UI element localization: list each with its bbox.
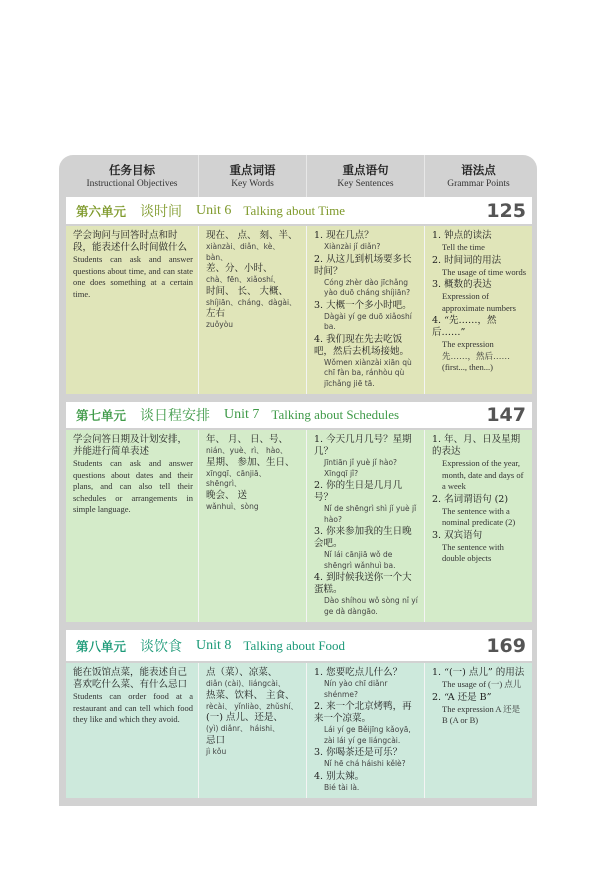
word-zh: 点（菜）、凉菜、 xyxy=(206,667,278,678)
sentence-item xyxy=(314,300,419,333)
sentence-zh: 2. 从这儿到机场要多长时间？ xyxy=(314,253,412,277)
objective-zh: 能在饭馆点菜，能表述自己喜欢吃什么菜、有什么忌口 xyxy=(73,667,188,690)
grammar-item xyxy=(432,667,527,691)
unit-title-zh: 谈日程安排 xyxy=(140,408,211,424)
sentence-pinyin: Nǐ hē chá háishi kělè? xyxy=(324,759,406,768)
objectives-cell xyxy=(66,430,199,622)
unit-title-zh: 谈时间 xyxy=(140,203,183,220)
sentence-pinyin: Dàgài yí ge duō xiǎoshí ba. xyxy=(324,311,412,331)
grammar-item xyxy=(432,692,527,727)
word-zh: 左右 xyxy=(206,308,226,319)
page-number: 169 xyxy=(486,634,526,657)
grammar-zh: 4. “先……，然后……” xyxy=(432,315,497,338)
word-pinyin: chà、fēn、xiǎoshí、 xyxy=(206,275,281,284)
grammar-points-cell xyxy=(425,430,532,622)
grammar-en: The expression 先……，然后…… (first..., then...) xyxy=(442,339,511,372)
sentence-zh: 3. 你喝茶还是可乐？ xyxy=(314,747,403,758)
grammar-item xyxy=(432,279,527,314)
grammar-item xyxy=(432,530,527,565)
grammar-item xyxy=(432,494,527,529)
sentence-item xyxy=(314,334,419,390)
grammar-zh: 2. 时间词的用法 xyxy=(432,254,502,266)
sentence-pinyin: Jīntiān jǐ yuè jǐ hào? Xīngqī jǐ? xyxy=(324,458,398,478)
grammar-zh: 2. 名词谓语句 (2) xyxy=(432,493,509,505)
grammar-zh: 1. “(一) 点儿” 的用法 xyxy=(432,667,525,678)
header-en: Key Words xyxy=(231,179,274,189)
word-pinyin: diǎn (cài)、liángcài、 xyxy=(206,679,286,688)
sentence-zh: 4. 我们现在先去吃饭吧，然后去机场接她。 xyxy=(314,333,410,357)
unit-label-zh: 第八单元 xyxy=(76,638,127,654)
sentence-item xyxy=(314,230,419,253)
grammar-zh: 3. 概数的表达 xyxy=(432,279,492,290)
header-grammar-points xyxy=(425,155,532,197)
sentence-pinyin: Xiànzài jǐ diǎn? xyxy=(324,242,381,251)
grammar-en: Expression of the year, month, date and days of a week xyxy=(442,458,524,491)
key-sentences-cell xyxy=(307,430,425,622)
word-pinyin: wǎnhuì、sòng xyxy=(206,501,259,511)
grammar-points-cell xyxy=(425,226,532,394)
unit-8-content-row xyxy=(66,663,532,798)
sentence-zh: 4. 别太辣。 xyxy=(314,770,365,782)
unit-8-section xyxy=(66,630,532,798)
sentence-pinyin: Wǒmen xiànzài xiān qù chī fàn ba, ránhòu qù jīchǎng jiē tā. xyxy=(324,357,412,388)
sentence-zh: 2. 来一个北京烤鸭，再来一个凉菜。 xyxy=(314,701,412,724)
header-key-sentences xyxy=(307,155,425,197)
sentence-item xyxy=(314,434,419,479)
objectives-cell xyxy=(66,663,199,798)
grammar-item xyxy=(432,230,527,254)
key-sentences-cell xyxy=(307,663,425,798)
grammar-en: The usage of (一) 点儿 xyxy=(442,679,522,689)
word-zh: 晚会、 送 xyxy=(206,489,248,501)
grammar-en: The usage of time words xyxy=(442,266,527,277)
unit-label-en: Unit 6 xyxy=(196,202,232,218)
sentence-zh: 1. 您要吃点儿什么？ xyxy=(314,667,403,678)
grammar-en: Expression of approximate numbers xyxy=(442,291,516,313)
header-zh: 重点词语 xyxy=(229,163,276,177)
grammar-zh: 2. “A 还是 B” xyxy=(432,691,492,703)
word-zh: 忌口 xyxy=(206,734,226,746)
objective-zh: 学会问答日期及计划安排，并能进行简单表述 xyxy=(73,434,188,457)
unit-7-title-row xyxy=(66,402,532,428)
grammar-en: The sentence with double objects xyxy=(442,541,504,563)
header-key-words xyxy=(199,155,307,197)
sentence-zh: 1. 今天几月几号？星期几？ xyxy=(314,434,412,457)
sentence-pinyin: Cóng zhèr dào jīchǎng yào duō cháng shíjiān? xyxy=(324,277,411,297)
word-pinyin: zuǒyòu xyxy=(206,320,234,329)
unit-label-zh: 第七单元 xyxy=(76,408,127,423)
grammar-item xyxy=(432,255,527,279)
grammar-zh: 1. 钟点的读法 xyxy=(432,230,492,241)
unit-label-zh: 第六单元 xyxy=(76,203,127,219)
sentence-zh: 4. 到时候我送你一个大蛋糕。 xyxy=(314,572,412,595)
sentence-zh: 1. 现在几点？ xyxy=(314,230,374,241)
unit-title-en: Talking about Food xyxy=(243,637,346,653)
sentence-item xyxy=(314,526,419,571)
grammar-item xyxy=(432,434,527,493)
header-en: Key Sentences xyxy=(337,179,394,189)
page-number: 125 xyxy=(486,199,526,222)
word-zh: 星期、 参加、生日、 xyxy=(206,456,295,468)
unit-6-title-row xyxy=(66,197,532,224)
word-zh: 热菜、饮料、 主食、 xyxy=(206,689,295,701)
sentence-zh: 2. 你的生日是几月几号？ xyxy=(314,480,403,503)
key-words-cell xyxy=(199,663,307,798)
grammar-en: The sentence with a nominal predicate (2) xyxy=(442,505,516,527)
key-sentences-cell xyxy=(307,226,425,394)
grammar-zh: 1. 年、月、日及星期的表达 xyxy=(432,434,521,457)
sentence-pinyin: Nǐ lái cānjiā wǒ de shēngrì wǎnhuì ba. xyxy=(324,550,396,570)
sentence-pinyin: Nǐ de shēngrì shì jǐ yuè jǐ hào? xyxy=(324,504,417,524)
sentence-item xyxy=(314,254,419,299)
sentence-zh: 3. 大概一个多小时吧。 xyxy=(314,299,412,311)
header-en: Instructional Objectives xyxy=(86,179,178,189)
table-header xyxy=(66,155,532,197)
sentence-pinyin: Bié tài là. xyxy=(324,782,360,792)
unit-title-en: Talking about Schedules xyxy=(271,407,400,422)
sentence-pinyin: Dào shíhou wǒ sòng nǐ yí ge dà dàngāo. xyxy=(324,596,418,616)
grammar-zh: 3. 双宾语句 xyxy=(432,529,483,541)
key-words-cell xyxy=(199,430,307,622)
word-pinyin: jì kǒu xyxy=(206,746,227,756)
objective-en: Students can order food at a restaurant and can tell which food they like and which they avoid. xyxy=(73,691,193,724)
sentence-item xyxy=(314,480,419,525)
word-pinyin: xīngqī、cānjiā、shēngrì、 xyxy=(206,468,267,488)
unit-7-content-row xyxy=(66,430,532,622)
objectives-cell xyxy=(66,226,199,394)
key-words-cell xyxy=(199,226,307,394)
sentence-pinyin: Nín yào chī diǎnr shénme? xyxy=(324,679,388,699)
sentence-item xyxy=(314,701,419,746)
unit-label-en: Unit 7 xyxy=(224,407,260,422)
word-zh: 年、 月、 日、号、 xyxy=(206,434,289,445)
unit-title-zh: 谈饮食 xyxy=(140,638,183,655)
sentence-zh: 3. 你来参加我的生日晚会吧。 xyxy=(314,526,412,549)
word-zh: 时间、 长、 大概、 xyxy=(206,285,289,297)
word-pinyin: rècài、 yǐnliào、zhǔshí、 xyxy=(206,701,299,711)
sentence-item xyxy=(314,667,419,700)
unit-8-title-row xyxy=(66,630,532,661)
sentence-pinyin: Lái yí ge Běijīng kǎoyā, zài lái yí ge liángcài. xyxy=(324,725,411,745)
sentence-item xyxy=(314,572,419,617)
unit-6-content-row xyxy=(66,226,532,394)
grammar-en: The expression A 还是 B (A or B) xyxy=(442,703,521,725)
unit-label-en: Unit 8 xyxy=(196,637,232,653)
page-number: 147 xyxy=(486,404,526,426)
header-objectives xyxy=(66,155,199,197)
word-pinyin: nián、yuè、rì、 hào、 xyxy=(206,446,288,455)
word-zh: (一) 点儿、还是、 xyxy=(206,712,283,723)
objective-en: Students can ask and answer questions about dates and their plans, and can also tell their schedules or arrangements in simple language. xyxy=(73,458,193,514)
word-pinyin: shíjiān、cháng、dàgài、 xyxy=(206,297,297,307)
table-frame xyxy=(59,155,537,806)
objective-zh: 学会询问与回答时点和时段，能表述什么时间做什么 xyxy=(73,230,188,253)
word-pinyin: xiànzài、diǎn、kè、bàn、 xyxy=(206,242,280,262)
sentence-item xyxy=(314,771,419,794)
word-zh: 差、分、小时、 xyxy=(206,263,273,274)
unit-6-section xyxy=(66,197,532,394)
unit-title-en: Talking about Time xyxy=(243,202,346,218)
grammar-points-cell xyxy=(425,663,532,798)
sentence-item xyxy=(314,747,419,770)
header-zh: 任务目标 xyxy=(109,163,155,177)
objective-en: Students can ask and answer questions about time, and can state one does something at a certain time. xyxy=(73,254,193,299)
header-zh: 语法点 xyxy=(461,163,496,177)
grammar-en: Tell the time xyxy=(442,242,485,252)
header-zh: 重点语句 xyxy=(342,163,389,177)
grammar-item xyxy=(432,315,527,374)
word-zh: 现在、 点、 刻、半、 xyxy=(206,230,298,241)
header-en: Grammar Points xyxy=(447,179,510,189)
units-list xyxy=(66,197,532,798)
unit-7-section xyxy=(66,402,532,622)
word-pinyin: (yì) diǎnr、 háishi、 xyxy=(206,724,280,733)
